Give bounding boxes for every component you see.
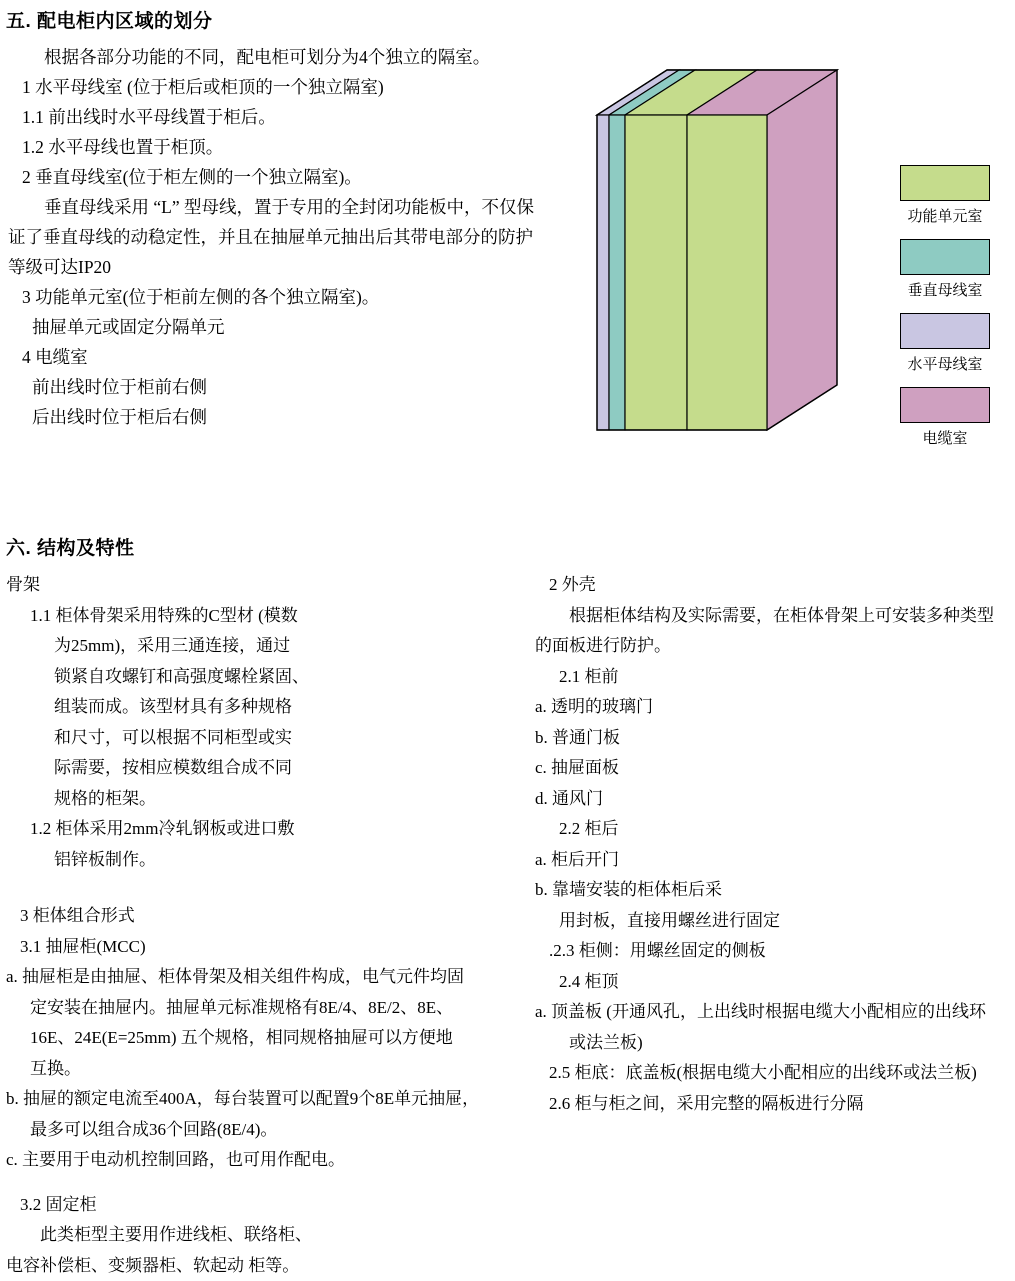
legend-item bbox=[890, 387, 1000, 448]
section6-left-column bbox=[6, 570, 516, 1281]
legend-item bbox=[890, 165, 1000, 226]
paragraph: a. 抽屉柜是由抽屉、柜体骨架及相关组件构成，电气元件均固 bbox=[6, 962, 516, 993]
paragraph: 际需要，按相应模数组合成不同 bbox=[6, 753, 516, 784]
legend-label: 垂直母线室 bbox=[890, 279, 1000, 300]
legend-swatch-functional-unit bbox=[900, 165, 990, 201]
paragraph: 1.1 前出线时水平母线置于柜后。 bbox=[8, 102, 548, 132]
paragraph: 2.1 柜前 bbox=[535, 662, 1013, 693]
section5-heading: 五. 配电柜内区域的划分 bbox=[6, 6, 213, 33]
paragraph: 后出线时位于柜后右侧 bbox=[8, 402, 548, 432]
paragraph: 此类柜型主要用作进线柜、联络柜、 bbox=[6, 1220, 516, 1251]
paragraph: 3.1 抽屉柜(MCC) bbox=[6, 932, 516, 963]
paragraph: 3 柜体组合形式 bbox=[6, 901, 516, 932]
paragraph: 1 水平母线室 (位于柜后或柜顶的一个独立隔室) bbox=[8, 72, 548, 102]
paragraph: 2 外壳 bbox=[535, 570, 1013, 601]
paragraph: a. 透明的玻璃门 bbox=[535, 692, 1013, 723]
paragraph: 2.6 柜与柜之间，采用完整的隔板进行分隔 bbox=[535, 1089, 1013, 1120]
paragraph: 1.1 柜体骨架采用特殊的C型材 (模数 bbox=[6, 601, 516, 632]
paragraph: 骨架 bbox=[6, 570, 516, 601]
paragraph: 4 电缆室 bbox=[8, 342, 548, 372]
paragraph: 用封板，直接用螺丝进行固定 bbox=[535, 906, 1013, 937]
section6-heading: 六. 结构及特性 bbox=[6, 533, 135, 560]
paragraph: 3.2 固定柜 bbox=[6, 1190, 516, 1221]
paragraph: a. 顶盖板 (开通风孔，上出线时根据电缆大小配相应的出线环 bbox=[535, 997, 1013, 1028]
cabinet-3d-diagram bbox=[575, 55, 875, 455]
section5-body bbox=[8, 42, 548, 432]
paragraph: c. 抽屉面板 bbox=[535, 753, 1013, 784]
paragraph: 2.4 柜顶 bbox=[535, 967, 1013, 998]
paragraph: 最多可以组合成36个回路(8E/4)。 bbox=[6, 1115, 516, 1146]
paragraph: 2.5 柜底：底盖板(根据电缆大小配相应的出线环或法兰板) bbox=[535, 1058, 1013, 1089]
paragraph: 铝锌板制作。 bbox=[6, 845, 516, 876]
paragraph: 的面板进行防护。 bbox=[535, 631, 1013, 662]
paragraph: 为25mm)，采用三通连接，通过 bbox=[6, 631, 516, 662]
paragraph: 锁紧自攻螺钉和高强度螺栓紧固、 bbox=[6, 662, 516, 693]
legend-swatch-cable-room bbox=[900, 387, 990, 423]
paragraph: 根据柜体结构及实际需要，在柜体骨架上可安装多种类型 bbox=[535, 601, 1013, 632]
paragraph: 根据各部分功能的不同，配电柜可划分为4个独立的隔室。 bbox=[8, 42, 548, 72]
paragraph: 3 功能单元室(位于柜前左侧的各个独立隔室)。 bbox=[8, 282, 548, 312]
paragraph: 抽屉单元或固定分隔单元 bbox=[8, 312, 548, 342]
paragraph: b. 靠墙安装的柜体柜后采 bbox=[535, 875, 1013, 906]
paragraph: 2.2 柜后 bbox=[535, 814, 1013, 845]
legend-label: 电缆室 bbox=[890, 427, 1000, 448]
paragraph: .2.3 柜侧：用螺丝固定的侧板 bbox=[535, 936, 1013, 967]
paragraph: 16E、24E(E=25mm) 五个规格，相同规格抽屉可以方便地 bbox=[6, 1023, 516, 1054]
paragraph: 垂直母线采用 “L” 型母线，置于专用的全封闭功能板中，不仅保证了垂直母线的动稳定性，并且在抽屉单元抽出后其带电部分的防护等级可达IP20 bbox=[8, 192, 548, 282]
paragraph: 前出线时位于柜前右侧 bbox=[8, 372, 548, 402]
paragraph: b. 普通门板 bbox=[535, 723, 1013, 754]
paragraph: 和尺寸，可以根据不同柜型或实 bbox=[6, 723, 516, 754]
paragraph: 2 垂直母线室(位于柜左侧的一个独立隔室)。 bbox=[8, 162, 548, 192]
paragraph: 组装而成。该型材具有多种规格 bbox=[6, 692, 516, 723]
paragraph: a. 柜后开门 bbox=[535, 845, 1013, 876]
legend-swatch-vertical-bus bbox=[900, 239, 990, 275]
paragraph: 电容补偿柜、变频器柜、软起动 柜等。 bbox=[6, 1251, 516, 1281]
legend-item bbox=[890, 313, 1000, 374]
paragraph: 或法兰板) bbox=[535, 1028, 1013, 1059]
paragraph: d. 通风门 bbox=[535, 784, 1013, 815]
paragraph: 1.2 柜体采用2mm冷轧钢板或进口敷 bbox=[6, 814, 516, 845]
legend-label: 水平母线室 bbox=[890, 353, 1000, 374]
paragraph: 定安装在抽屉内。抽屉单元标准规格有8E/4、8E/2、8E、 bbox=[6, 993, 516, 1024]
section6-right-column bbox=[535, 570, 1013, 1119]
paragraph: 1.2 水平母线也置于柜顶。 bbox=[8, 132, 548, 162]
legend-label: 功能单元室 bbox=[890, 205, 1000, 226]
paragraph: 规格的柜架。 bbox=[6, 784, 516, 815]
paragraph: b. 抽屉的额定电流至400A，每台装置可以配置9个8E单元抽屉， bbox=[6, 1084, 516, 1115]
legend bbox=[890, 165, 1000, 461]
paragraph: c. 主要用于电动机控制回路，也可用作配电。 bbox=[6, 1145, 516, 1176]
legend-item bbox=[890, 239, 1000, 300]
paragraph: 互换。 bbox=[6, 1054, 516, 1085]
legend-swatch-horizontal-bus bbox=[900, 313, 990, 349]
